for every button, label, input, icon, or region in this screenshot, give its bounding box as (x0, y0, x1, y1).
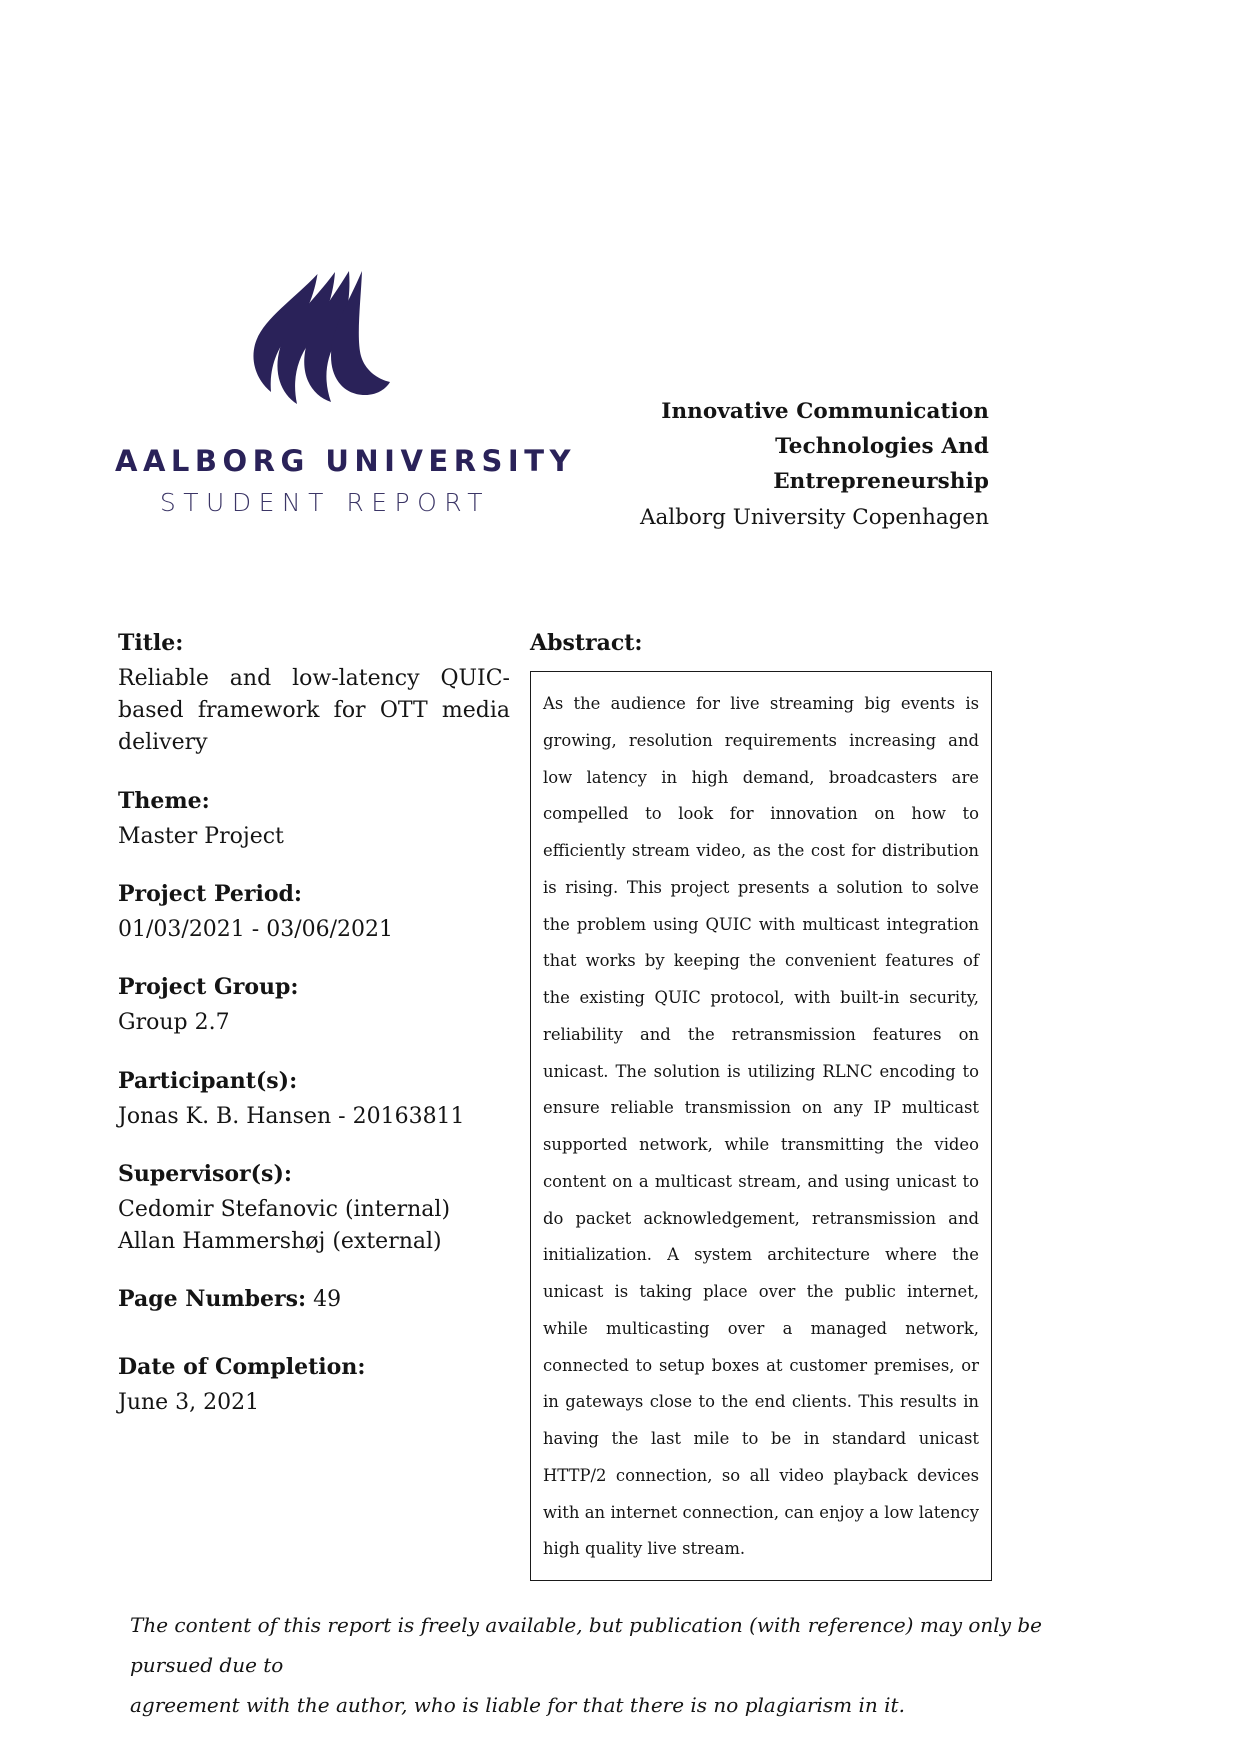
abstract-label: Abstract: (530, 630, 643, 656)
footer-line-2: agreement with the author, who is liable for that there is no plagiarism in it. (130, 1693, 905, 1717)
aau-logo-block (115, 268, 577, 518)
report-metadata-column (118, 628, 510, 1445)
supervisor-external: Allan Hammershøj (external) (118, 1229, 442, 1255)
logo-wordmark: AALBORG UNIVERSITY (115, 444, 577, 478)
page-numbers-value: 49 (313, 1287, 342, 1313)
field-participants (118, 1066, 510, 1133)
metadata-spacer (118, 1342, 510, 1352)
project-period-value: 01/03/2021 - 03/06/2021 (118, 917, 394, 943)
supervisor-internal: Cedomir Stefanovic (internal) (118, 1197, 451, 1223)
field-project-period (118, 879, 510, 946)
theme-value: Master Project (118, 823, 284, 849)
field-title (118, 628, 510, 760)
department-block (519, 395, 989, 536)
page-footer (130, 1605, 1110, 1725)
page-header (0, 0, 1241, 600)
field-date-of-completion (118, 1352, 510, 1419)
department-line-1: Innovative Communication Technologies And (661, 399, 989, 459)
field-supervisors (118, 1159, 510, 1258)
abstract-text: As the audience for live streaming big events is growing, resolution requirements increasing and low latency in high demand, broadcasters are compelled to look for innovation on how to efficiently stream video, as the cost for distribution is rising. This project presents a solution to solve the problem using QUIC with multicast integration that works by keeping the convenient features of the existing QUIC protocol, with built-in security, reliability and the retransmission features on unicast. The solution is utilizing RLNC encoding to ensure reliable transmission on any IP multicast supported network, while transmitting the video content on a multicast stream, and using unicast to do packet acknowledgement, retransmission and initialization. A system architecture where the unicast is taking place over the public internet, while multicasting over a managed network, connected to setup boxes at customer premises, or in gateways close to the end clients. This results in having the last mile to be in standard unicast HTTP/2 connection, so all video playback devices with an internet connection, can enjoy a low latency high quality live stream. (543, 694, 979, 1559)
department-line-2: Entrepreneurship (773, 468, 989, 494)
aalborg-university-flame-logo (225, 268, 425, 418)
campus-name: Aalborg University Copenhagen (639, 505, 989, 531)
date-of-completion-value: June 3, 2021 (118, 1389, 260, 1415)
abstract-box (530, 671, 992, 1581)
field-project-group (118, 972, 510, 1039)
participants-value: Jonas K. B. Hansen - 20163811 (118, 1103, 465, 1129)
supervisors-label: Supervisor(s): (118, 1160, 292, 1187)
title-label: Title: (118, 630, 184, 656)
project-group-value: Group 2.7 (118, 1010, 230, 1036)
abstract-column (530, 628, 992, 1581)
project-group-label: Project Group: (118, 974, 299, 1001)
footer-line-1: The content of this report is freely available, but publication (with reference) may only be pursued due to (130, 1613, 1042, 1677)
date-of-completion-label: Date of Completion: (118, 1353, 366, 1380)
title-value: Reliable and low-latency QUIC-based framework for OTT media delivery (118, 666, 510, 756)
participants-label: Participant(s): (118, 1067, 298, 1094)
page-numbers-label: Page Numbers: (118, 1286, 307, 1313)
theme-label: Theme: (118, 787, 210, 814)
logo-subwordmark: STUDENT REPORT (159, 488, 491, 518)
field-theme (118, 786, 510, 853)
field-page-numbers (118, 1284, 510, 1315)
project-period-label: Project Period: (118, 880, 303, 907)
